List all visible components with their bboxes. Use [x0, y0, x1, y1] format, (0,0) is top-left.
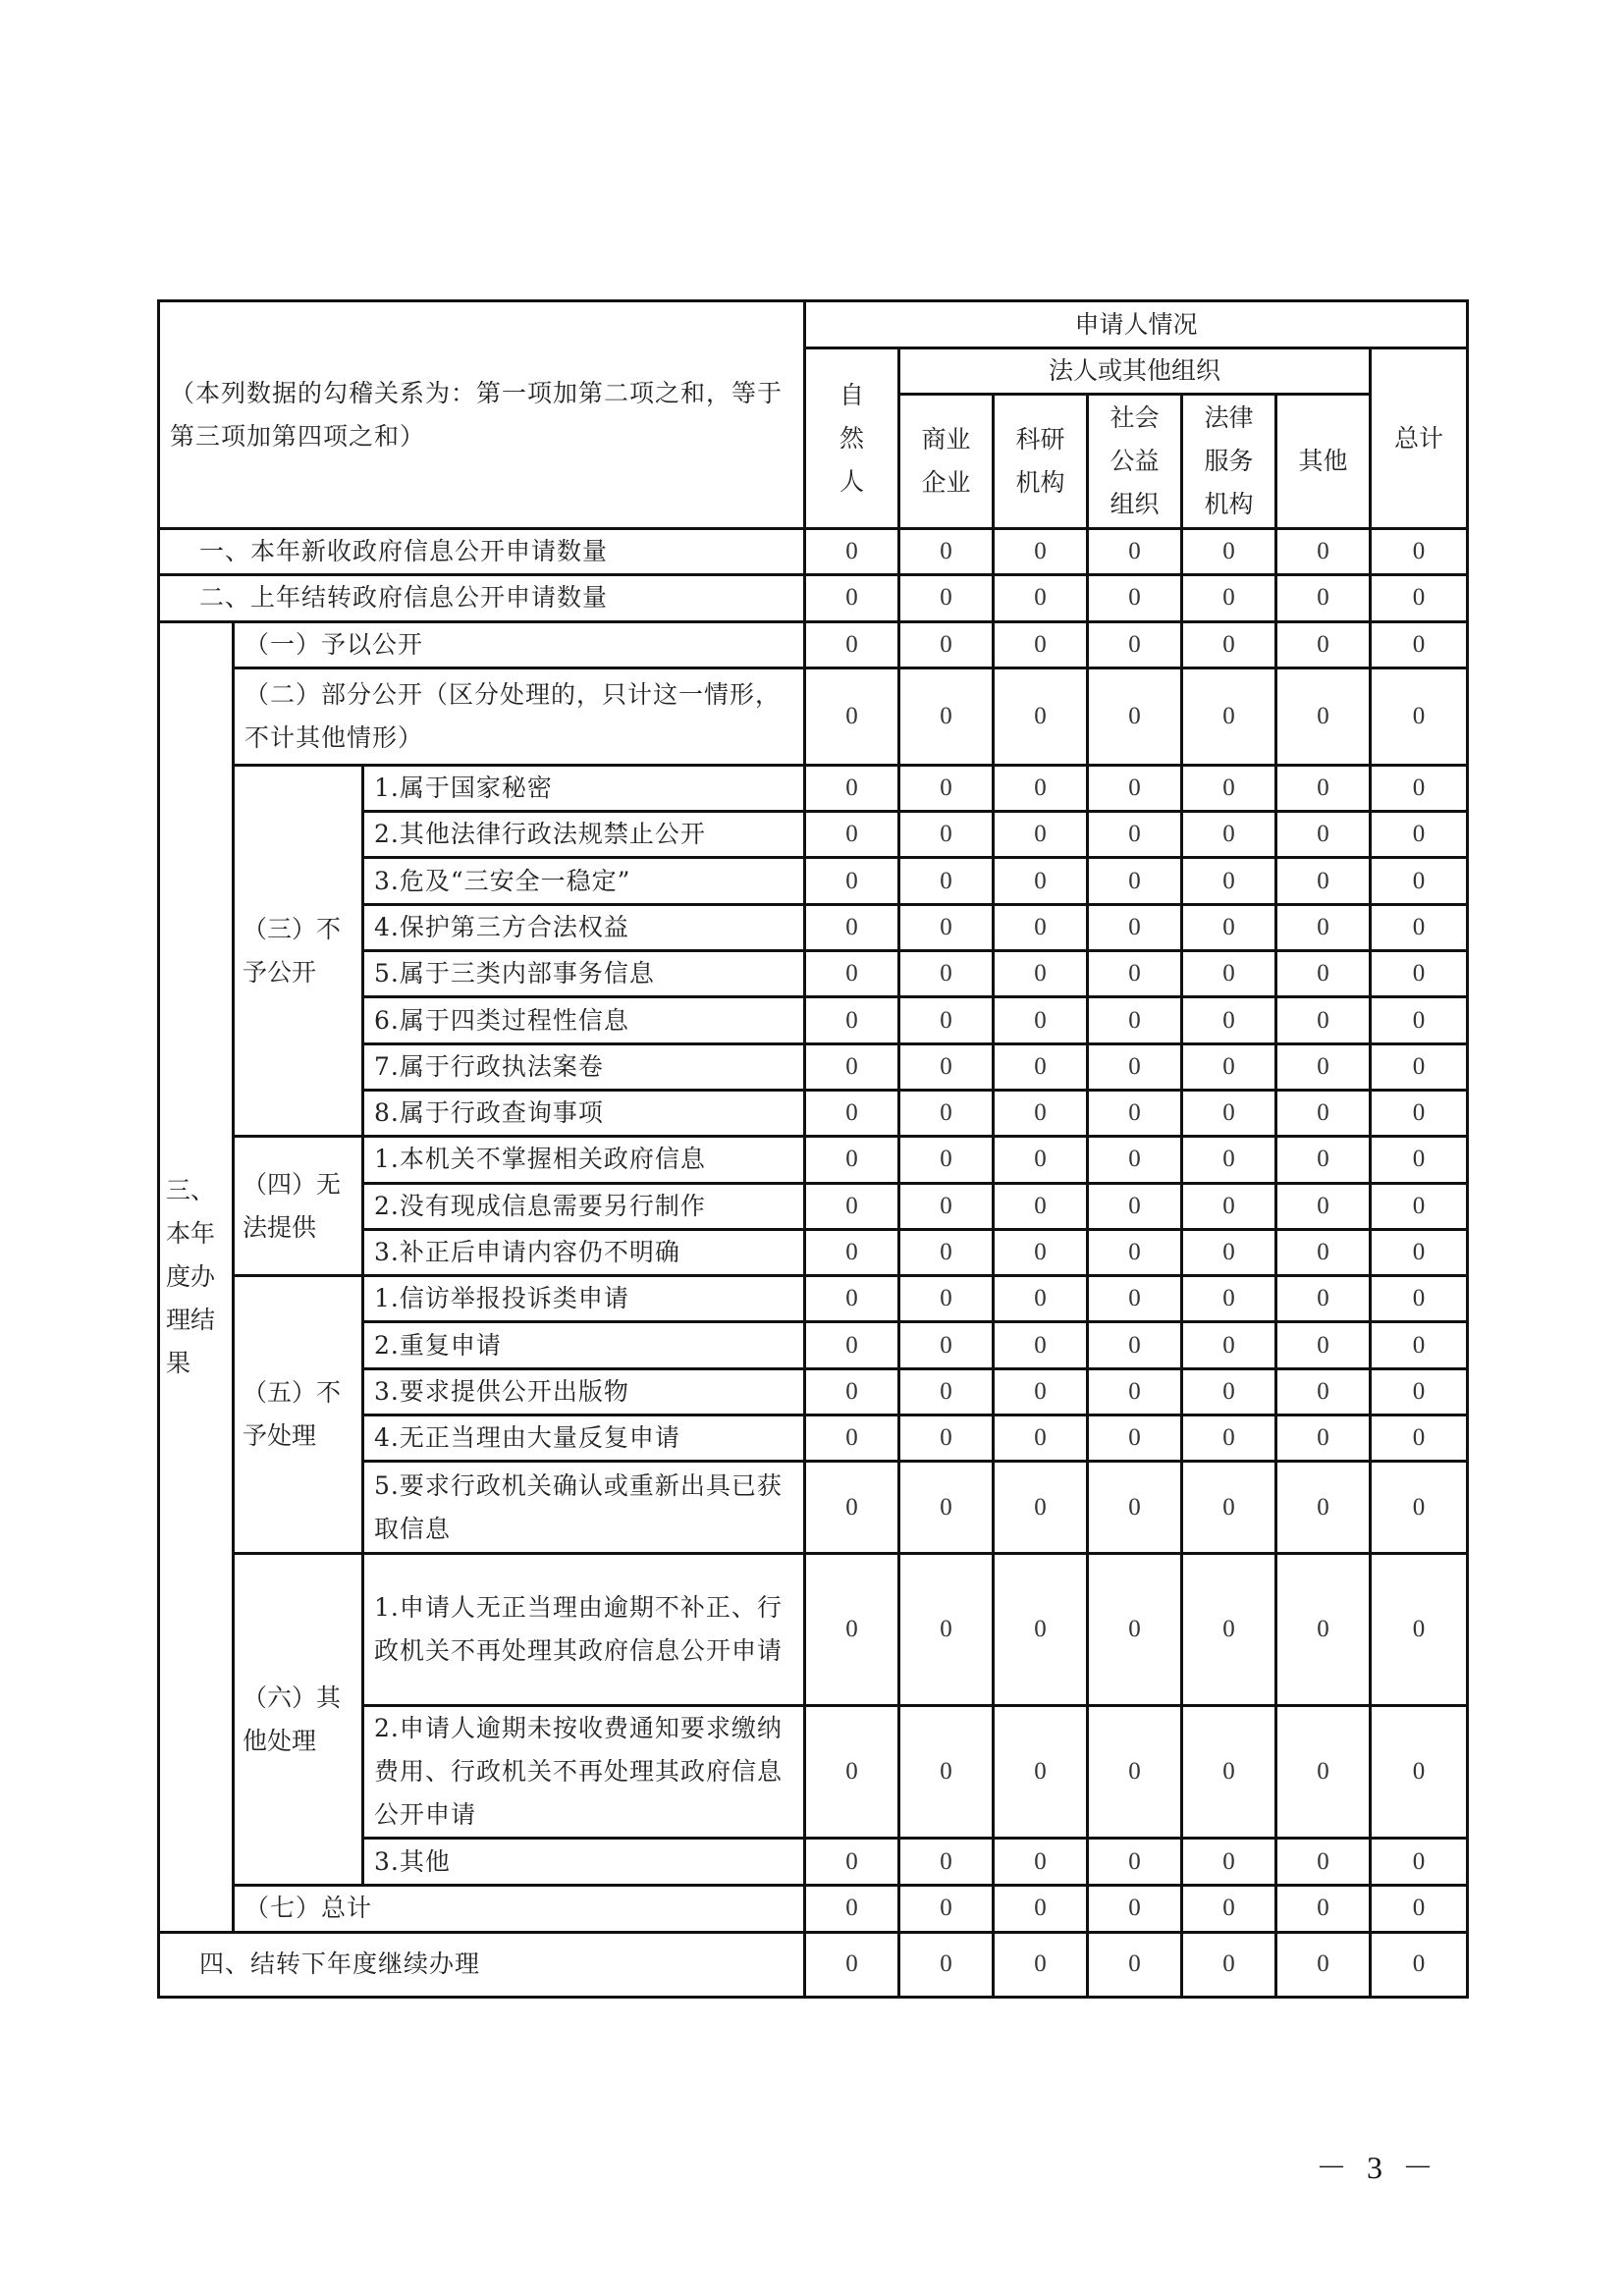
value-cell: 0 — [899, 1415, 994, 1462]
header-other: 其他 — [1276, 395, 1371, 529]
value-cell: 0 — [994, 1368, 1088, 1415]
value-cell: 0 — [899, 858, 994, 904]
row-label: 5.要求行政机关确认或重新出具已获取信息 — [363, 1462, 805, 1554]
header-commercial-label: 商业企业 — [921, 425, 971, 497]
section3-label — [159, 621, 234, 1932]
value-cell: 0 — [805, 1322, 899, 1368]
table-row-g2 — [159, 667, 1468, 765]
value-cell: 0 — [899, 765, 994, 811]
value-cell: 0 — [994, 1276, 1088, 1322]
value-cell: 0 — [805, 997, 899, 1043]
row-label: 1.信访举报投诉类申请 — [363, 1276, 805, 1322]
row-label: 5.属于三类内部事务信息 — [363, 951, 805, 997]
table-row-new-requests — [159, 529, 1468, 575]
section3-label-text: 三、本年度办理结果 — [166, 1175, 216, 1377]
value-cell: 0 — [1182, 1932, 1276, 1997]
value-cell: 0 — [1371, 1322, 1468, 1368]
value-cell: 0 — [1088, 621, 1182, 667]
value-cell: 0 — [1182, 1229, 1276, 1275]
value-cell: 0 — [994, 1043, 1088, 1090]
value-cell: 0 — [994, 1706, 1088, 1839]
value-cell: 0 — [1088, 812, 1182, 858]
value-cell: 0 — [899, 997, 994, 1043]
value-cell: 0 — [1276, 1415, 1371, 1462]
value-cell: 0 — [1088, 667, 1182, 765]
group-label-g3: （三）不予公开 — [234, 765, 363, 1136]
value-cell: 0 — [1371, 1462, 1468, 1554]
value-cell: 0 — [1371, 1415, 1468, 1462]
value-cell: 0 — [994, 621, 1088, 667]
value-cell: 0 — [1088, 1183, 1182, 1229]
value-cell: 0 — [994, 765, 1088, 811]
value-cell: 0 — [994, 1839, 1088, 1886]
value-cell: 0 — [1276, 1276, 1371, 1322]
value-cell: 0 — [899, 621, 994, 667]
value-cell: 0 — [805, 951, 899, 997]
value-cell: 0 — [1276, 1932, 1371, 1997]
row-label: 7.属于行政执法案卷 — [363, 1043, 805, 1090]
table-row-carry-next-year — [159, 1932, 1468, 1997]
value-cell: 0 — [1371, 1706, 1468, 1839]
value-cell: 0 — [1371, 765, 1468, 811]
value-cell: 0 — [805, 1706, 899, 1839]
value-cell: 0 — [1182, 1322, 1276, 1368]
value-cell: 0 — [1371, 904, 1468, 950]
value-cell: 0 — [1182, 1706, 1276, 1839]
value-cell: 0 — [1276, 1183, 1371, 1229]
value-cell: 0 — [994, 1322, 1088, 1368]
value-cell: 0 — [994, 1229, 1088, 1275]
value-cell: 0 — [805, 575, 899, 621]
value-cell: 0 — [994, 575, 1088, 621]
value-cell: 0 — [1371, 1886, 1468, 1932]
value-cell: 0 — [1182, 765, 1276, 811]
row-label: 1.属于国家秘密 — [363, 765, 805, 811]
value-cell: 0 — [1182, 1839, 1276, 1886]
value-cell: 0 — [899, 1229, 994, 1275]
value-cell: 0 — [1088, 997, 1182, 1043]
value-cell: 0 — [1182, 858, 1276, 904]
value-cell: 0 — [1182, 1276, 1276, 1322]
value-cell: 0 — [1088, 951, 1182, 997]
value-cell: 0 — [1371, 621, 1468, 667]
value-cell: 0 — [1088, 1706, 1182, 1839]
value-cell: 0 — [1182, 1886, 1276, 1932]
value-cell: 0 — [805, 1415, 899, 1462]
row-label: 2.其他法律行政法规禁止公开 — [363, 812, 805, 858]
value-cell: 0 — [805, 1183, 899, 1229]
value-cell: 0 — [1088, 1368, 1182, 1415]
value-cell: 0 — [1371, 529, 1468, 575]
value-cell: 0 — [805, 1839, 899, 1886]
value-cell: 0 — [1276, 951, 1371, 997]
value-cell: 0 — [899, 904, 994, 950]
row-label: 3.其他 — [363, 1839, 805, 1886]
row-label: 1.申请人无正当理由逾期不补正、行政机关不再处理其政府信息公开申请 — [363, 1554, 805, 1706]
value-cell: 0 — [1182, 812, 1276, 858]
value-cell: 0 — [1088, 1886, 1182, 1932]
row-label: 一、本年新收政府信息公开申请数量 — [159, 529, 805, 575]
table-row-carried-over — [159, 575, 1468, 621]
value-cell: 0 — [1088, 1415, 1182, 1462]
value-cell: 0 — [1276, 1090, 1371, 1136]
header-research — [994, 395, 1088, 529]
value-cell: 0 — [1371, 1276, 1468, 1322]
value-cell: 0 — [805, 667, 899, 765]
header-research-label: 科研机构 — [1015, 425, 1065, 497]
header-row-1 — [159, 301, 1468, 348]
value-cell: 0 — [1088, 1276, 1182, 1322]
value-cell: 0 — [805, 1043, 899, 1090]
row-label: 2.重复申请 — [363, 1322, 805, 1368]
value-cell: 0 — [994, 858, 1088, 904]
value-cell: 0 — [1182, 1462, 1276, 1554]
value-cell: 0 — [805, 904, 899, 950]
value-cell: 0 — [1371, 951, 1468, 997]
value-cell: 0 — [1276, 1322, 1371, 1368]
value-cell: 0 — [994, 951, 1088, 997]
value-cell: 0 — [1371, 1368, 1468, 1415]
value-cell: 0 — [1088, 858, 1182, 904]
value-cell: 0 — [1182, 667, 1276, 765]
value-cell: 0 — [1371, 1229, 1468, 1275]
value-cell: 0 — [994, 529, 1088, 575]
value-cell: 0 — [1088, 904, 1182, 950]
value-cell: 0 — [1371, 575, 1468, 621]
value-cell: 0 — [994, 1554, 1088, 1706]
group-label-g5: （五）不予处理 — [234, 1276, 363, 1554]
value-cell: 0 — [1371, 1090, 1468, 1136]
value-cell: 0 — [805, 1229, 899, 1275]
row-label: （七）总计 — [234, 1886, 805, 1932]
value-cell: 0 — [1276, 1043, 1371, 1090]
header-social-welfare — [1088, 395, 1182, 529]
value-cell: 0 — [1088, 575, 1182, 621]
value-cell: 0 — [899, 951, 994, 997]
header-legal-service-label: 法律服务机构 — [1204, 403, 1254, 518]
value-cell: 0 — [1371, 1932, 1468, 1997]
value-cell: 0 — [899, 1043, 994, 1090]
value-cell: 0 — [899, 667, 994, 765]
page-number: － 3 － — [1316, 2150, 1440, 2185]
value-cell: 0 — [994, 997, 1088, 1043]
value-cell: 0 — [1182, 621, 1276, 667]
value-cell: 0 — [1371, 858, 1468, 904]
table-row-g1 — [159, 621, 1468, 667]
table-row-g3-item — [159, 765, 1468, 811]
header-legal-service — [1182, 395, 1276, 529]
value-cell: 0 — [994, 667, 1088, 765]
value-cell: 0 — [1088, 1137, 1182, 1183]
value-cell: 0 — [994, 904, 1088, 950]
value-cell: 0 — [1182, 1090, 1276, 1136]
value-cell: 0 — [1182, 529, 1276, 575]
value-cell: 0 — [1182, 1554, 1276, 1706]
value-cell: 0 — [805, 1276, 899, 1322]
value-cell: 0 — [994, 1886, 1088, 1932]
value-cell: 0 — [1371, 1554, 1468, 1706]
value-cell: 0 — [1371, 997, 1468, 1043]
value-cell: 0 — [1182, 575, 1276, 621]
value-cell: 0 — [1371, 1137, 1468, 1183]
header-note: （本列数据的勾稽关系为：第一项加第二项之和，等于第三项加第四项之和） — [159, 301, 805, 529]
value-cell: 0 — [994, 1415, 1088, 1462]
value-cell: 0 — [805, 765, 899, 811]
value-cell: 0 — [1371, 1839, 1468, 1886]
value-cell: 0 — [1182, 1183, 1276, 1229]
table-row-g6-item — [159, 1554, 1468, 1706]
value-cell: 0 — [1276, 1368, 1371, 1415]
table-row-g4-item — [159, 1137, 1468, 1183]
value-cell: 0 — [899, 1090, 994, 1136]
value-cell: 0 — [899, 1183, 994, 1229]
value-cell: 0 — [1088, 1554, 1182, 1706]
value-cell: 0 — [899, 575, 994, 621]
value-cell: 0 — [1088, 1932, 1182, 1997]
header-commercial — [899, 395, 994, 529]
value-cell: 0 — [899, 1554, 994, 1706]
value-cell: 0 — [994, 1183, 1088, 1229]
value-cell: 0 — [994, 812, 1088, 858]
value-cell: 0 — [1371, 1183, 1468, 1229]
value-cell: 0 — [899, 1322, 994, 1368]
row-label: 3.补正后申请内容仍不明确 — [363, 1229, 805, 1275]
value-cell: 0 — [1088, 529, 1182, 575]
value-cell: 0 — [1371, 1043, 1468, 1090]
value-cell: 0 — [1182, 904, 1276, 950]
value-cell: 0 — [899, 529, 994, 575]
value-cell: 0 — [1182, 951, 1276, 997]
value-cell: 0 — [1276, 1839, 1371, 1886]
value-cell: 0 — [899, 1137, 994, 1183]
value-cell: 0 — [1276, 575, 1371, 621]
header-natural-person-label: 自然人 — [839, 380, 865, 496]
value-cell: 0 — [1276, 621, 1371, 667]
value-cell: 0 — [1182, 1368, 1276, 1415]
value-cell: 0 — [1182, 997, 1276, 1043]
value-cell: 0 — [899, 1932, 994, 1997]
row-label: 4.保护第三方合法权益 — [363, 904, 805, 950]
table-row-g5-item — [159, 1276, 1468, 1322]
header-social-welfare-label: 社会公益组织 — [1110, 403, 1160, 518]
value-cell: 0 — [805, 1886, 899, 1932]
row-label: 二、上年结转政府信息公开申请数量 — [159, 575, 805, 621]
value-cell: 0 — [1276, 997, 1371, 1043]
value-cell: 0 — [805, 1137, 899, 1183]
row-label: 2.申请人逾期未按收费通知要求缴纳费用、行政机关不再处理其政府信息公开申请 — [363, 1706, 805, 1839]
value-cell: 0 — [1182, 1043, 1276, 1090]
value-cell: 0 — [994, 1137, 1088, 1183]
value-cell: 0 — [805, 1368, 899, 1415]
row-label: 四、结转下年度继续办理 — [159, 1932, 805, 1997]
table-row-g7-total — [159, 1886, 1468, 1932]
value-cell: 0 — [1276, 812, 1371, 858]
row-label: 3.要求提供公开出版物 — [363, 1368, 805, 1415]
row-label: 8.属于行政查询事项 — [363, 1090, 805, 1136]
value-cell: 0 — [805, 812, 899, 858]
group-label-g6: （六）其他处理 — [234, 1554, 363, 1886]
value-cell: 0 — [805, 529, 899, 575]
value-cell: 0 — [1182, 1137, 1276, 1183]
value-cell: 0 — [1276, 1886, 1371, 1932]
group-label-g4: （四）无法提供 — [234, 1137, 363, 1276]
value-cell: 0 — [1371, 667, 1468, 765]
value-cell: 0 — [1276, 1137, 1371, 1183]
value-cell: 0 — [1088, 1090, 1182, 1136]
row-label: （一）予以公开 — [234, 621, 805, 667]
value-cell: 0 — [1276, 765, 1371, 811]
value-cell: 0 — [1088, 1229, 1182, 1275]
value-cell: 0 — [899, 1886, 994, 1932]
value-cell: 0 — [1276, 1229, 1371, 1275]
value-cell: 0 — [805, 1090, 899, 1136]
row-label: 2.没有现成信息需要另行制作 — [363, 1183, 805, 1229]
value-cell: 0 — [1276, 667, 1371, 765]
value-cell: 0 — [994, 1462, 1088, 1554]
value-cell: 0 — [1276, 904, 1371, 950]
header-legal-person-group: 法人或其他组织 — [899, 348, 1371, 395]
value-cell: 0 — [1276, 1706, 1371, 1839]
value-cell: 0 — [899, 1276, 994, 1322]
value-cell: 0 — [899, 1462, 994, 1554]
value-cell: 0 — [1088, 765, 1182, 811]
row-label: 4.无正当理由大量反复申请 — [363, 1415, 805, 1462]
value-cell: 0 — [899, 1839, 994, 1886]
value-cell: 0 — [994, 1932, 1088, 1997]
value-cell: 0 — [1371, 812, 1468, 858]
value-cell: 0 — [805, 858, 899, 904]
value-cell: 0 — [899, 1706, 994, 1839]
row-label: 1.本机关不掌握相关政府信息 — [363, 1137, 805, 1183]
value-cell: 0 — [994, 1090, 1088, 1136]
value-cell: 0 — [1276, 1554, 1371, 1706]
value-cell: 0 — [805, 1554, 899, 1706]
value-cell: 0 — [805, 621, 899, 667]
value-cell: 0 — [899, 1368, 994, 1415]
header-total: 总计 — [1371, 348, 1468, 529]
value-cell: 0 — [1088, 1043, 1182, 1090]
value-cell: 0 — [1088, 1462, 1182, 1554]
row-label: （二）部分公开（区分处理的，只计这一情形，不计其他情形） — [234, 667, 805, 765]
value-cell: 0 — [1276, 529, 1371, 575]
value-cell: 0 — [805, 1932, 899, 1997]
value-cell: 0 — [1182, 1415, 1276, 1462]
header-applicant-situation: 申请人情况 — [805, 301, 1468, 348]
gov-info-disclosure-table — [157, 299, 1469, 1999]
value-cell: 0 — [1088, 1839, 1182, 1886]
header-natural-person — [805, 348, 899, 529]
row-label: 6.属于四类过程性信息 — [363, 997, 805, 1043]
value-cell: 0 — [1088, 1322, 1182, 1368]
value-cell: 0 — [1276, 1462, 1371, 1554]
value-cell: 0 — [805, 1462, 899, 1554]
value-cell: 0 — [1276, 858, 1371, 904]
row-label: 3.危及“三安全一稳定” — [363, 858, 805, 904]
value-cell: 0 — [899, 812, 994, 858]
